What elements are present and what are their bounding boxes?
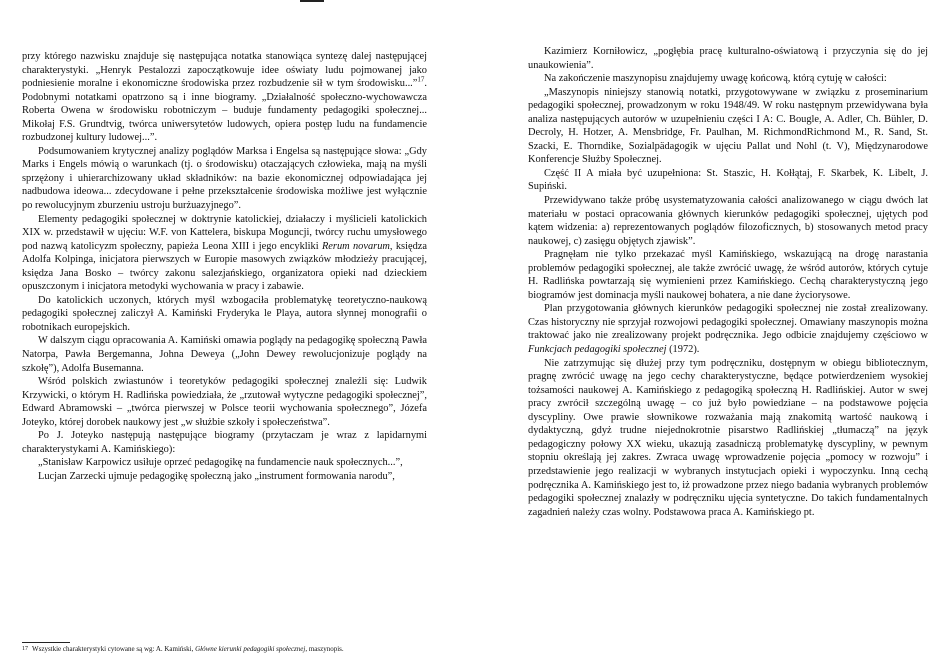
footnote: 17 Wszystkie charakterystyki cytowane są wg: A. Kamiński, Główne kierunki pedagogiki społecznej, maszynopis. — [22, 645, 344, 653]
footnote-reference: 17 — [417, 75, 425, 84]
right-paragraph-1: Kazimierz Korniłowicz, „pogłębia pracę kulturalno-oświatową i przyczynia się do jej unaukowienia”. — [528, 46, 928, 71]
left-paragraph-7: Po J. Joteyko następują następujące biogramy (przytaczam je wraz z lapidarnymi charakterystykami A. Kamińskiego): — [22, 430, 427, 455]
encyclical-title: Rerum novarum — [321, 240, 390, 252]
left-paragraph-2: Podsumowaniem krytycznej analizy poglądów Marksa i Engelsa są następujące słowa: „Gdy Marks i Engels mówią o warunkach (tj. o środowisku) otaczających człowieka, mają na myśli sprzężony i uhierarchizowany układ składników: na bazie ekonomicznej odpowiadająca jej nadbudowa ideowa... zdecydowane i pełne przekształcenie środowiska możliwe jest wyłącznie po rewolucyjnym zburzeniu ustroju burżuazyjnego”. — [22, 145, 427, 212]
right-paragraph-5: Przewidywano także próbę usystematyzowania całości analizowanego w ciągu dwóch lat materiału w postaci opracowania głównych kierunków pedagogiki społecznej, ujętych pod kątem widzenia: a) reprezentowanych poglądów filozoficznych, b) stosowanych metod pracy naukowej, c) zasięgu objętych zjawisk”. — [528, 195, 928, 247]
left-paragraph-5: W dalszym ciągu opracowania A. Kamiński omawia poglądy na pedagogikę społeczną Pawła Natorpa, Pawła Bergemanna, Johna Deweya („John Dewey rewolucjonizuje poglądy na szkołę”), Adolfa Busemanna. — [22, 335, 427, 374]
right-paragraph-4: Część II A miała być uzupełniona: St. Staszic, H. Kołłątaj, F. Skarbek, K. Libelt, J. Supiński. — [528, 167, 928, 193]
left-paragraph-4: Do katolickich uczonych, których myśl wzbogaciła problematykę teoretyczno-naukową pedagogiki społecznej zaliczył A. Kamiński Fryderyka le Playa, autora słynnej monografii o robotnikach europejskich. — [22, 294, 427, 333]
right-paragraph-8: Nie zatrzymując się dłużej przy tym podręczniku, dostępnym w obiegu bibliotecznym, pragnę zwrócić uwagę na jego cechy charakterystyczne, będące potwierdzeniem wysokiej tożsamości naukowej A. Kamińskiego z pedagogiką społeczną H. Radlińskiej. Autor w swej pracy zwrócił szczególną uwagę – co już było powiedziane – na podstawowe pojęcia dyscypliny. Owe prawie słownikowe rozważania mają znakomitą wartość naukową i dydaktyczną, gdyż trudne niejednokrotnie pisarstwo Radlińskiej „tłumaczą” na język pedagogiczny połowy XX wieku, ukazują zasadniczą problematykę dyscypliny, w pewnym stopniu określają jej zakres. Zwraca uwagę wprowadzenie pojęcia „pomocy w rozwoju” i przedstawienie jego realizacji w wybranych instytucjach opieki i wypoczynku. Inną cechą podręcznika A. Kamińskiego jest to, iż prowadzone przez niego badania wybranych problemów pedagogiki społecznej znalazły w podręczniku ujęcia syntetyczne. Do takich fundamentalnych zagadnień należy czas wolny. Podstawowa praca A. Kamińskiego pt. — [528, 357, 928, 518]
footnote-number: 17 — [22, 646, 28, 652]
left-page-column — [22, 0, 427, 484]
left-paragraph-9: Lucjan Zarzecki ujmuje pedagogikę społeczną jako „instrument formowania narodu”, — [38, 470, 395, 482]
right-paragraph-2: Na zakończenie maszynopisu znajdujemy uwagę końcową, którą cytuję w całości: — [544, 73, 887, 85]
right-paragraph-6: Pragnęłam nie tylko przekazać myśl Kamińskiego, wskazującą na drogę narastania problemów pedagogiki społecznej, ale także zwrócić uwagę, że wśród autorów, których cytuje H. Radlińska powtarzają się wymienieni przez Kamińskiego. Cechą charakterystyczną jego biogramów jest dominacja myśli naukowej bohatera, a nie dane życiorysowe. — [528, 249, 928, 301]
left-paragraph-6: Wśród polskich zwiastunów i teoretyków pedagogiki społecznej znaleźli się: Ludwik Krzywicki, o którym H. Radlińska powiedziała, że „rzutował wytyczne pedagogiki społecznej”, Edward Abramowski – „twórca pierwszej w Polsce teorii wychowania społecznego”, Józefa Joteyko, której dorobek naukowy jest „w służbie szkoły i społeczeństwa”. — [22, 376, 427, 428]
left-paragraph-1: przy którego nazwisku znajduje się następująca notatka stanowiąca syntezę dalej następującej charakterystyki. „Henryk Pestalozzi zapoczątkowuje idee oświaty ludu pojmowanej jako podniesienie moralne i ekonomiczne środowiska przez rozbudzenie sił w tym środowisku...”$^{17}$. Podobnymi notatkami opatrzono są i inne biogramy. „Działalność społeczno-wychowawcza Roberta Owena w środowisku robotniczym – buduje fundamenty pedagogiki społecznej... Mikołaj F.S. Grundtvig, twórca uniwersytetów ludowych, opiera postęp ludu na fundamencie rozbudzonej kultury ludowej...”. — [22, 51, 427, 144]
footnote-source-title: Główne kierunki pedagogiki społecznej — [195, 645, 306, 653]
book-title: Funkcjach pedagogiki społecznej — [528, 344, 667, 356]
right-paragraph-7: Plan przygotowania głównych kierunków pedagogiki społecznej nie został zrealizowany. Czas historyczny nie sprzyjał rozwojowi pedagogiki społecznej. Omawiany maszynopis można traktować jako nie zrealizowany projekt podręcznika. Jego odbicie znajdujemy częściowo w Funkcjach pedagogiki społecznej (1972). — [528, 303, 928, 356]
right-paragraph-3: „Maszynopis niniejszy stanowią notatki, przygotowywane w związku z proseminarium pedagogiki społecznej, prowadzonym w roku 1948/49. W roku następnym przewidywana była analiza następujących autorów w uzupełnieniu części I A: C. Bougle, A. Adler, Ch. Bühler, D. Decroly, H. Hotzer, A. Mensbridge, Fr. Paulhan, M. RichmondRichmond M., R. Sand, St. Szacki, E. Thorndike, Sozialpädagogik w ujęciu Pallat und Nohl (t. V), Międzynarodowe Konferencje Służby Społecznej. — [528, 86, 928, 166]
right-page-column — [528, 0, 928, 519]
footnote-divider — [22, 642, 70, 643]
left-paragraph-3: Elementy pedagogiki społecznej w doktrynie katolickiej, działaczy i myślicieli katolickich XIX w. przedstawił w ujęciu: W.F. von Kattelera, biskupa Moguncji, twórcy ruchu umysłowego pod nazwą katolicyzm społeczny, papieża Leona XIII i jego encykliki Rerum novarum, księdza Adolfa Kolpinga, inicjatora pierwszych w Europie masowych związków młodzieży pracującej, księdza Jana Bosko – twórcy zakonu salezjańskiego, organizatora opieki nad dzieckiem opuszczonym i inicjatora metodyki wychowania w pracy i zabawie. — [22, 213, 427, 293]
left-paragraph-8: „Stanisław Karpowicz usiłuje oprzeć pedagogikę na fundamencie nauk społecznych...”, — [38, 457, 403, 469]
